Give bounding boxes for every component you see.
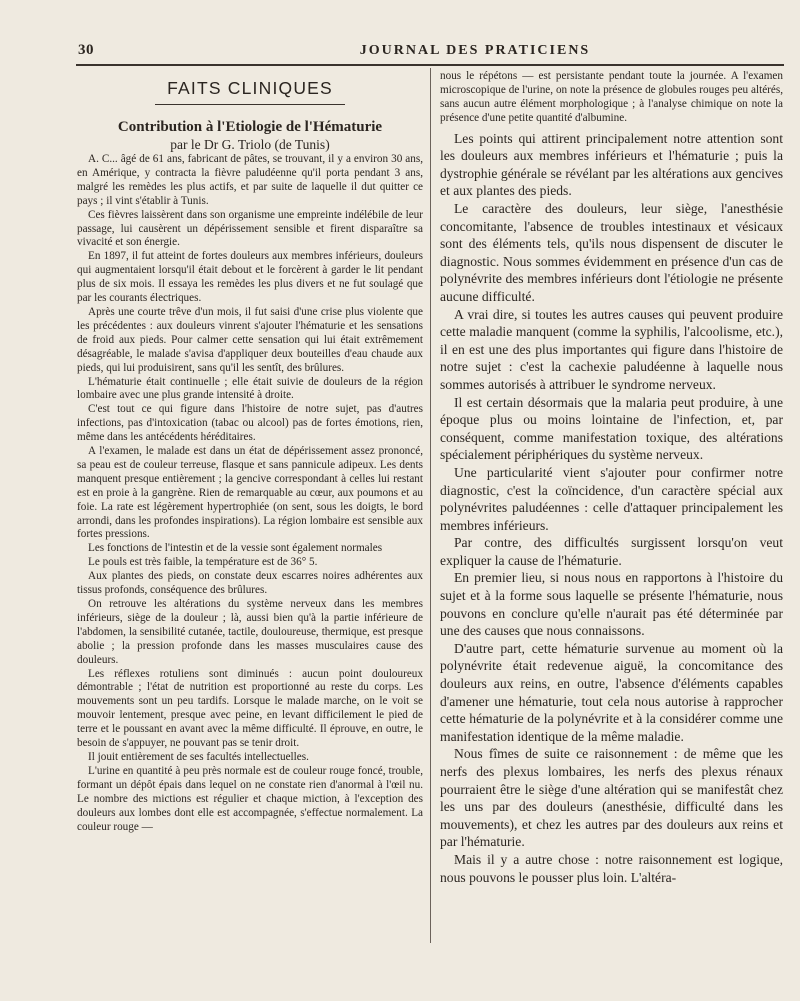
- paragraph: On retrouve les altérations du système nerveux dans les membres inférieurs, siège de la douleur ; là, aussi bien qu'à la partie inférieure de l'abdomen, la sensibilité cutanée, tactile, douloureuse, thermique, est presque abolie ; la pression profonde dans les masses musculaires cause des douleurs.: [77, 598, 423, 666]
- left-body: [77, 153, 423, 834]
- header-rule: [76, 64, 784, 66]
- paragraph: Les points qui attirent principalement notre attention sont les douleurs aux membres inférieurs et l'hématurie ; puis la dystrophie générale se révélant par les altérations aux gencives et aux plantes des pieds.: [440, 130, 783, 199]
- paragraph: Le caractère des douleurs, leur siège, l'anesthésie concomitante, l'absence de troubles intestinaux et vésicaux sont des éléments tels, qu'ils nous dispensent de discuter le diagnostic. Nous sommes évidemment en présence d'un cas de polynévrite des membres inférieurs dont l'étiologie ne présente aucune difficulté.: [440, 201, 783, 304]
- paragraph: En premier lieu, si nous nous en rapportons à l'histoire du sujet et à la forme sous laquelle se présente l'hématurie, nous pouvons en conclure qu'elle n'aurait pas été déterminée par une des causes que nous connaissons.: [440, 570, 783, 639]
- journal-title: JOURNAL DES PRATICIENS: [359, 43, 591, 58]
- article-byline: par le Dr G. Triolo (de Tunis): [170, 137, 330, 152]
- paragraph: Après une courte trêve d'un mois, il fut saisi d'une crise plus violente que les précédentes : aux douleurs vinrent s'ajouter l'hématurie et les sensations de froid aux pieds. Pour calmer cette sensation qui lui était extrêmement désagréable, le malade s'avisa d'appliquer deux bouteilles d'eau chaude aux pieds, qui lui produisirent, sans qu'il les sentît, des brûlures.: [77, 305, 423, 374]
- paragraph: A. C... âgé de 61 ans, fabricant de pâtes, se trouvant, il y a environ 30 ans, en Amérique, y contracta la fièvre paludéenne qu'il porta pendant 3 ans, malgré les remèdes les plus actifs, et par suite de laquelle il dut quitter ce pays ; il vint s'établir à Tunis.: [77, 153, 423, 207]
- paragraph: Aux plantes des pieds, on constate deux escarres noires adhérentes aux tissus profonds, conséquence des brûlures.: [77, 570, 423, 597]
- right-column: [440, 70, 783, 886]
- page-number: 30: [78, 42, 94, 58]
- paragraph: Par contre, des difficultés surgissent lorsqu'on veut expliquer la cause de l'hématurie.: [440, 535, 783, 568]
- paragraph: Nous fîmes de suite ce raisonnement : de même que les nerfs des plexus lombaires, les nerfs des plexus rénaux pourraient être le siège d'une altération qui se manifestât chez les uns par des douleurs (anesthésie, difficulté dans les mouvements), et chez les autres par des douleurs aux reins et par l'hématurie.: [440, 746, 783, 850]
- right-body: [440, 130, 783, 887]
- left-column: [77, 70, 423, 834]
- paragraph: nous le répétons — est persistante pendant toute la journée. A l'examen microscopique de l'urine, on note la présence de globules rouges peu altérés, sans aucun autre élément morphologique ; à l'analyse chimique on note la présence d'une petite quantité d'albumine.: [440, 70, 783, 124]
- paragraph: Les réflexes rotuliens sont diminués : aucun point douloureux démontrable ; l'état de nutrition est proportionné au reste du corps. Les mouvements sont un peu tardifs. Lorsque le malade marche, on le voit se mouvoir lentement, presque avec peine, en levant difficilement le pied de terre et le poussant en avant avec la même difficulté. Il éprouve, en outre, le besoin de s'appuyer, ne pouvant pas se tenir droit.: [77, 667, 423, 750]
- paragraph: Il est certain désormais que la malaria peut produire, à une époque plus ou moins lointaine de l'infection, et, par conséquent, comme manifestation toxique, des altérations spécialement périphériques du système nerveux.: [440, 394, 783, 463]
- paragraph: En 1897, il fut atteint de fortes douleurs aux membres inférieurs, douleurs qui augmentaient lorsqu'il était debout et le forcèrent à garder le lit pendant plus de six mois. Il essaya les remèdes les plus divers et ne fut soulagé que par les courants électriques.: [77, 250, 423, 305]
- paragraph: Il jouit entièrement de ses facultés intellectuelles.: [88, 750, 309, 763]
- paragraph: Mais il y a autre chose : notre raisonnement est logique, nous pouvons le pousser plus loin. L'altéra-: [440, 851, 783, 885]
- article-title: Contribution à l'Etiologie de l'Hématurie: [117, 119, 383, 135]
- paragraph: D'autre part, cette hématurie survenue au moment où la polynévrite était redevenue aiguë, la concomitance des douleurs aux reins, en outre, l'absence d'éléments capables d'amener une hématurie, tout cela nous autorise à rapprocher cette hématurie de la polynévrite et à la considérer comme une manifestation identique de la même maladie.: [440, 640, 783, 744]
- right-continuation: [440, 70, 783, 126]
- paragraph: L'hématurie était continuelle ; elle était suivie de douleurs de la région lombaire avec une plus grande intensité à droite.: [77, 375, 423, 402]
- paragraph: Le pouls est très faible, la température est de 36° 5.: [88, 556, 318, 569]
- paragraph: Ces fièvres laissèrent dans son organisme une empreinte indélébile de leur passage, lui causèrent un dépérissement sensible et firent disparaître sa vivacité et son énergie.: [77, 208, 423, 249]
- paragraph: A l'examen, le malade est dans un état de dépérissement assez prononcé, sa peau est de couleur terreuse, flasque et sans pannicule adipeux. Les dents manquent presque entièrement ; la gencive correspondant à celles lui restant est en proie à la gangrène. Rien de remarquable au cœur, aux poumons et au foie. La rate est légèrement hypertrophiée (on sent, sous les doigts, le bord arrondi, dans les profondes inspirations). La région lombaire est sensible aux fortes pressions.: [77, 445, 423, 541]
- paragraph: Les fonctions de l'intestin et de la vessie sont également normales: [88, 542, 383, 555]
- section-heading: FAITS CLINIQUES: [167, 78, 333, 98]
- paragraph: C'est tout ce qui figure dans l'histoire de notre sujet, pas d'autres infections, pas d'intoxication (tabac ou alcool) pas de fortes émotions, rien, même dans les antécédents héréditaires.: [77, 403, 423, 444]
- paragraph: A vrai dire, si toutes les autres causes qui peuvent produire cette maladie manquent (comme la syphilis, l'alcoolisme, etc.), il en est une des plus importantes qui figure dans l'histoire de notre sujet : c'est la cachexie paludéenne à laquelle nous sommes autorisés à attribuer le syndrome nerveux.: [440, 306, 783, 392]
- column-divider: [430, 68, 431, 943]
- section-rule: [155, 104, 345, 105]
- paragraph: Une particularité vient s'ajouter pour confirmer notre diagnostic, c'est la coïncidence, d'un caractère spécial aux polynévrites paludéennes : celle d'attaquer principalement les membres inférieurs.: [440, 464, 783, 533]
- paragraph: L'urine en quantité à peu près normale est de couleur rouge foncé, trouble, formant un dépôt épais dans lequel on ne constate rien d'anormal à l'œil nu. Le nombre des mictions est régulier et chaque miction, à l'exception des douleurs aux lombes dont elle est accompagnée, s'effectue normalement. La couleur rouge —: [77, 764, 423, 833]
